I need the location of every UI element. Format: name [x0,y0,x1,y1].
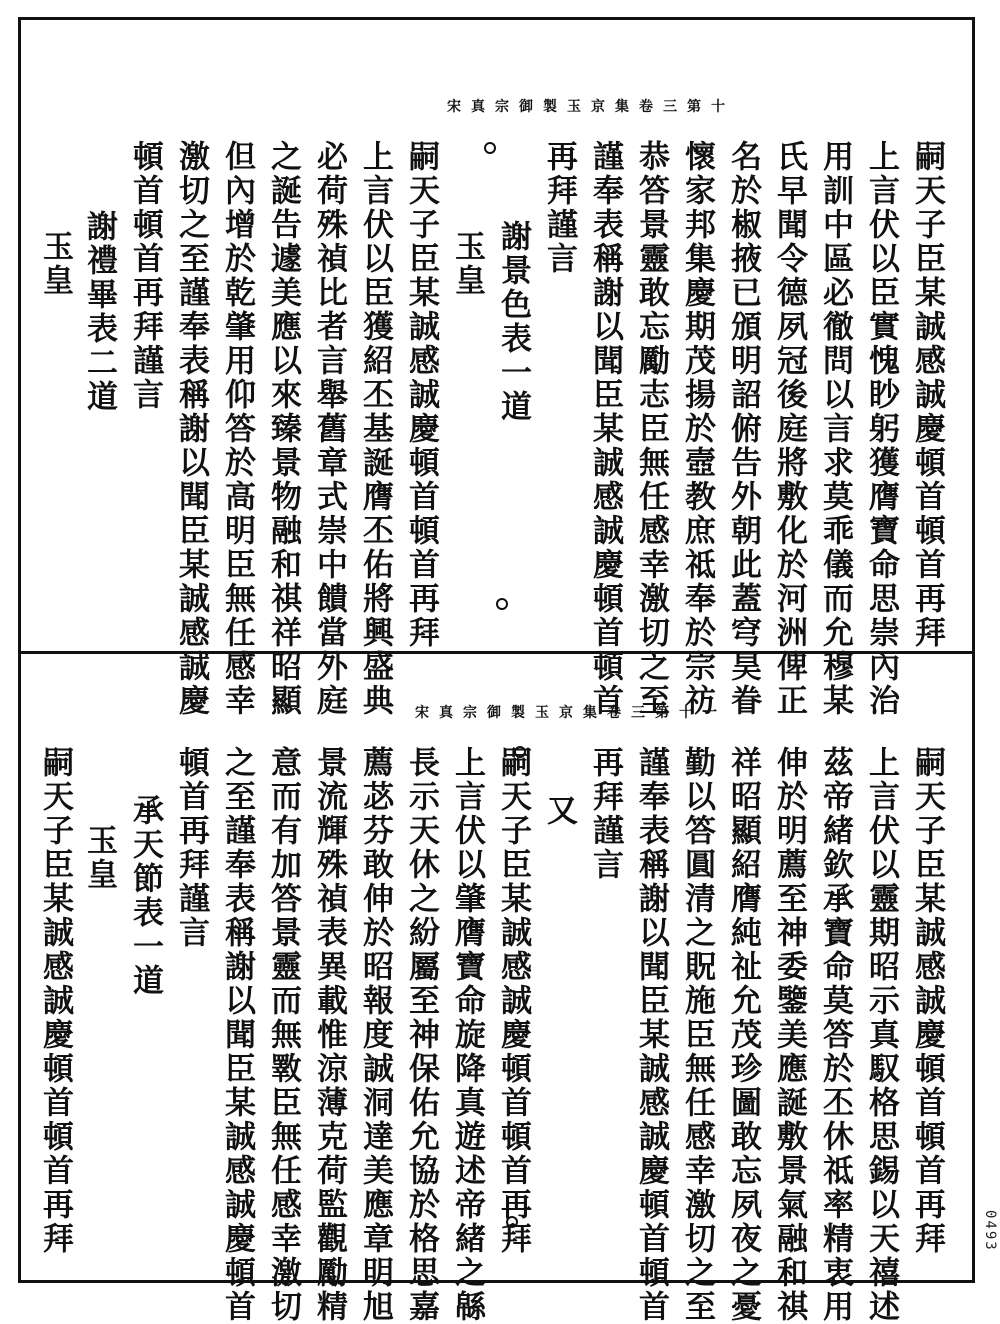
text-column: 激切之至謹奉表稱謝以聞臣某誠感誠慶 [173,140,209,718]
text-column: 懷家邦集慶期茂揚於壼教庶祗奉於宗祊 [679,140,715,718]
text-column: 嗣天子臣某誠感誠慶頓首頓首再拜 [37,746,73,1256]
deity-name: 玉皇 [81,824,117,892]
text-column: 之至謹奉表稱謝以聞臣某誠感誠慶頓首 [219,746,255,1324]
section-title: 謝景色表一道 [495,220,531,424]
text-column: 勤以答圓清之貺施臣無任感幸激切之至 [679,746,715,1324]
text-column: 意而有加答景靈而無斁臣無任感幸激切 [265,746,301,1324]
text-column: 嗣天子臣某誠感誠慶頓首頓首再拜 [495,746,531,1256]
text-column: 景流輝殊禎表異載惟涼薄克荷監觀勵精 [311,746,347,1324]
text-column: 必荷殊禎比者言舉舊章式崇中饋當外庭 [311,140,347,718]
text-column: 氏早聞令德夙冠後庭將敷化於河洲俾正 [771,140,807,718]
circle-marker-icon [506,1216,518,1228]
deity-name: 玉皇 [37,230,73,298]
text-column: 嗣天子臣某誠感誠慶頓首頓首再拜 [403,140,439,650]
text-column: 再拜謹言 [587,746,623,882]
deity-name: 玉皇 [449,230,485,298]
section-title: 承天節表一道 [127,794,163,998]
text-column: 上言伏以臣實愧眇躬獲膺寶命思崇內治 [863,140,899,718]
bottom-running-header: 宋真宗御製玉京集卷三第十一 [415,705,727,721]
section-title: 謝禮畢表二道 [81,210,117,414]
text-column: 上言伏以靈期昭示真馭格思錫以天禧述 [863,746,899,1324]
text-column: 長示天休之紛屬至神保佑允協於格思嘉 [403,746,439,1324]
text-column: 用訓中區必徹問以言求莫乖儀而允穆某 [817,140,853,718]
text-column: 上言伏以臣獲紹丕基誕膺丕佑將興盛典 [357,140,393,718]
text-column: 嗣天子臣某誠感誠慶頓首頓首再拜 [909,140,945,650]
text-column: 名於椒掖已頒明詔俯告外朝此蓋穹昊眷 [725,140,761,718]
text-column: 上言伏以肇膺寶命旋降真遊述帝緒之緜 [449,746,485,1324]
circle-marker-icon [514,746,526,758]
text-column: 薦苾芬敢伸於昭報度誠洞達美應章明旭 [357,746,393,1324]
text-column: 謹奉表稱謝以聞臣某誠感誠慶頓首頓首 [587,140,623,718]
circle-marker-icon [484,142,496,154]
text-column: 祥昭顯紹膺純祉允茂珍圖敢忘夙夜之憂 [725,746,761,1324]
text-column: 再拜謹言 [541,140,577,276]
text-column: 伸於明薦至神委鑒美應誕敷景氣融和祺 [771,746,807,1324]
text-column: 之誕告遽美應以來臻景物融和祺祥昭顯 [265,140,301,718]
page-number: 0493 [982,1210,998,1252]
top-running-header: 宋真宗御製玉京集卷三第十 [447,99,735,115]
text-column: 頓首頓首再拜謹言 [127,140,163,412]
text-column: 但內增於乾肇用仰答於高明臣無任感幸 [219,140,255,718]
text-column: 恭答景靈敢忘勵志臣無任感幸激切之至 [633,140,669,718]
text-column: 嗣天子臣某誠感誠慶頓首頓首再拜 [909,746,945,1256]
circle-marker-icon [496,598,508,610]
text-column: 茲帝緒欽承寶命莫答於丕休祗率精衷用 [817,746,853,1324]
bottom-panel [21,654,972,1324]
text-column: 頓首再拜謹言 [173,746,209,950]
section-title: 又 [541,794,577,828]
text-column: 謹奉表稱謝以聞臣某誠感誠慶頓首頓首 [633,746,669,1324]
